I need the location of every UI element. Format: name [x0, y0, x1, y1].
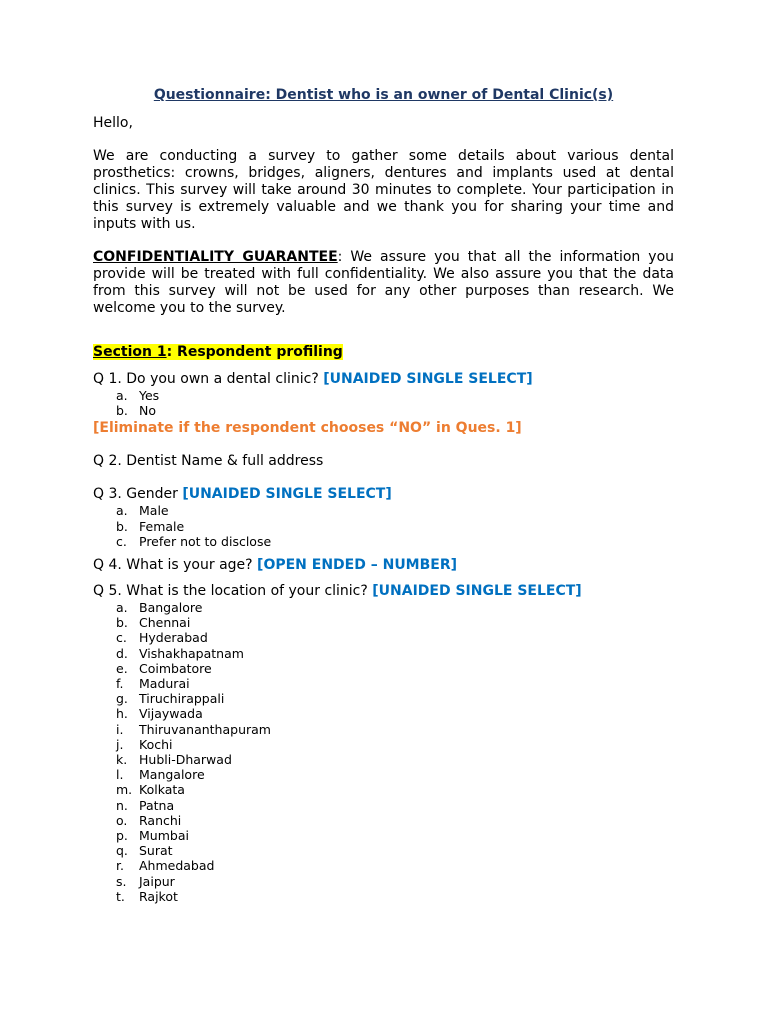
list-item: s. Jaipur — [116, 873, 175, 889]
list-item: c. Prefer not to disclose — [116, 533, 272, 549]
question-3-options — [93, 503, 674, 549]
document-title: Questionnaire: Dentist who is an owner of Dental Clinic(s) — [153, 87, 614, 103]
list-item: h. Vijaywada — [116, 706, 203, 722]
question-1-tag: [UNAIDED SINGLE SELECT] — [323, 371, 533, 387]
question-5 — [93, 583, 674, 600]
list-item: i. Thiruvananthapuram — [116, 721, 271, 737]
list-item: t. Rajkot — [116, 888, 178, 904]
intro-paragraph: We are conducting a survey to gather some details about various dental prosthetics: crowns, bridges, aligners, dentures and implants used at dental clinics. This survey will take around 30 minutes to complete. Your participation in this survey is extremely valuable and we thank you for sharing your time and inputs with us. — [93, 148, 674, 232]
question-5-tag: [UNAIDED SINGLE SELECT] — [372, 583, 582, 600]
question-4-text: Q 4. What is your age? — [93, 557, 258, 574]
list-item: n. Patna — [116, 797, 175, 813]
list-item: a. Bangalore — [116, 600, 203, 616]
list-item: p. Mumbai — [116, 828, 189, 844]
question-5-text: Q 5. What is the location of your clinic? — [93, 583, 373, 600]
list-item: f. Madurai — [116, 676, 190, 692]
list-item: r. Ahmedabad — [116, 858, 215, 874]
confidentiality-text: : We assure you that all the information you provide will be treated with full confidentiality. We also assure you that the data from this survey will not be used for any other purposes than research. We welcome you to the survey. — [93, 249, 675, 316]
document-content — [93, 86, 674, 904]
question-1-text: Q 1. Do you own a dental clinic? — [93, 371, 324, 387]
question-3-text: Q 3. Gender — [93, 486, 183, 503]
list-item: b. Chennai — [116, 615, 191, 631]
list-item: d. Vishakhapatnam — [116, 645, 244, 661]
confidentiality-paragraph — [93, 249, 674, 317]
question-3-tag: [UNAIDED SINGLE SELECT] — [182, 486, 392, 503]
list-item: b. Female — [116, 518, 185, 534]
list-item: b. No — [116, 403, 156, 419]
section-number: Section 1 — [93, 344, 167, 360]
question-4 — [93, 557, 674, 574]
list-item: k. Hubli-Dharwad — [116, 752, 232, 768]
list-item: m. Kolkata — [116, 782, 185, 798]
section-heading — [93, 344, 674, 361]
list-item: l. Mangalore — [116, 767, 205, 783]
greeting: Hello, — [93, 115, 133, 131]
list-item: a. Male — [116, 503, 169, 519]
question-2: Q 2. Dentist Name & full address — [93, 453, 324, 470]
confidentiality-label: CONFIDENTIALITY GUARANTEE — [93, 249, 338, 265]
question-5-options — [93, 600, 674, 904]
question-1 — [93, 371, 674, 388]
list-item: e. Coimbatore — [116, 660, 212, 676]
question-4-tag: [OPEN ENDED – NUMBER] — [257, 557, 458, 574]
list-item: j. Kochi — [116, 736, 173, 752]
list-item: a. Yes — [116, 388, 160, 403]
section-title: : Respondent profiling — [166, 344, 343, 360]
question-3 — [93, 486, 674, 503]
list-item: c. Hyderabad — [116, 630, 208, 646]
list-item: o. Ranchi — [116, 812, 182, 828]
list-item: g. Tiruchirappali — [116, 691, 225, 707]
list-item: q. Surat — [116, 843, 173, 859]
question-1-options — [93, 388, 674, 418]
eliminate-note: [Eliminate if the respondent chooses “NO” in Ques. 1] — [93, 420, 522, 437]
